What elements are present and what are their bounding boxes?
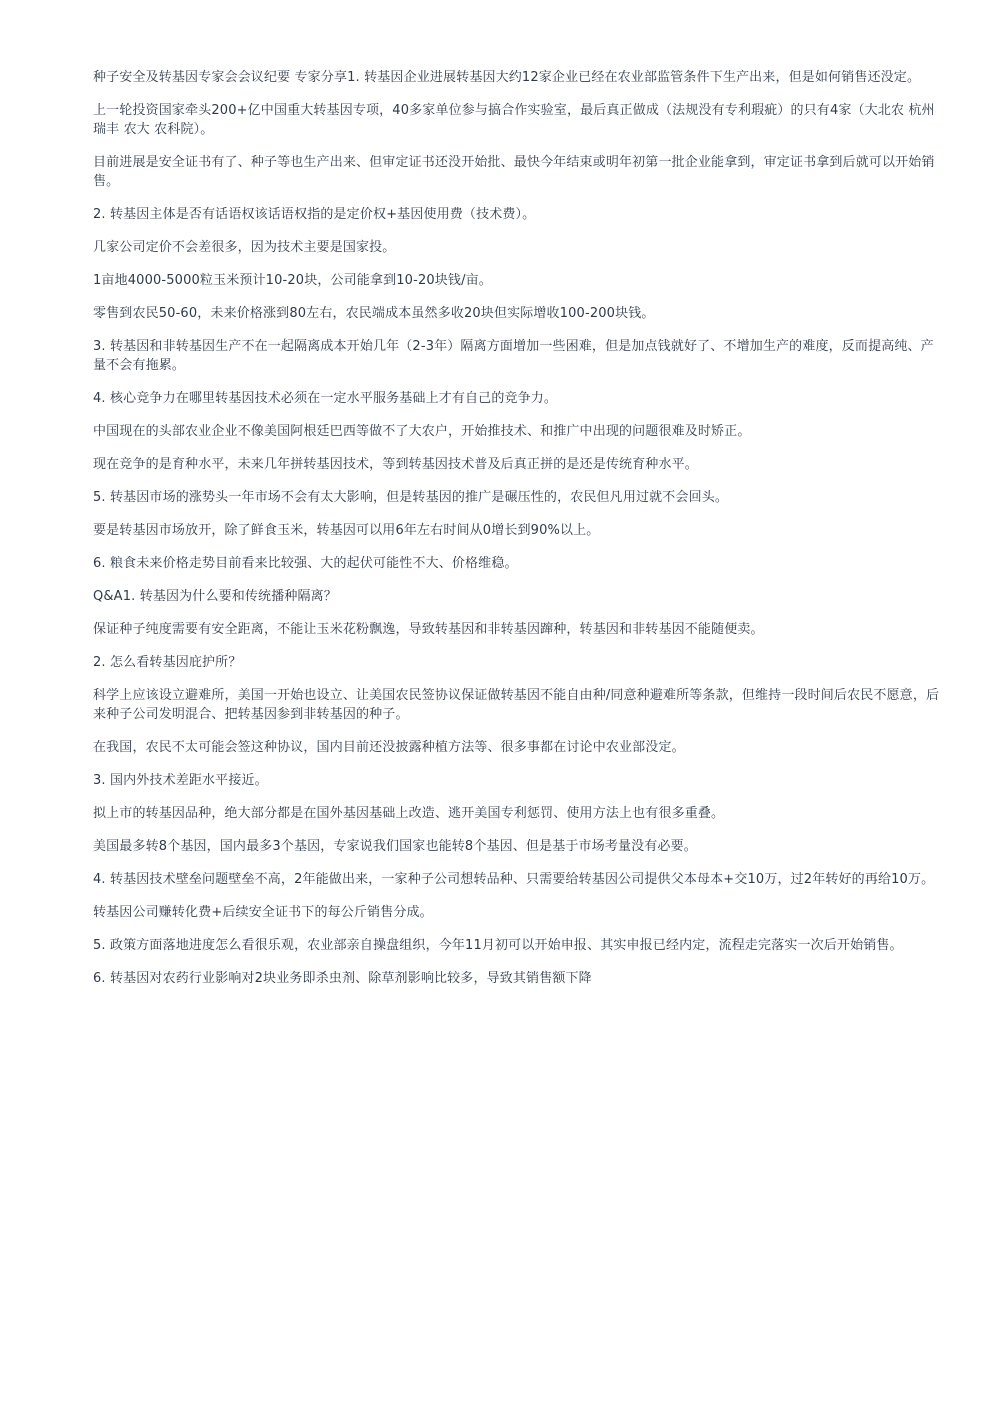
paragraph: 1亩地4000-5000粒玉米预计10-20块，公司能拿到10-20块钱/亩。 <box>93 273 492 288</box>
paragraph-point-5: 5. 转基因市场的涨势头一年市场不会有太大影响，但是转基因的推广是碾压性的，农民但凡用过就不会回头。 <box>93 490 729 505</box>
paragraph: 在我国，农民不太可能会签这种协议，国内目前还没披露种植方法等、很多事都在讨论中农业部没定。 <box>93 740 685 755</box>
paragraph-qa-3: 3. 国内外技术差距水平接近。 <box>93 773 268 788</box>
paragraph: 中国现在的头部农业企业不像美国阿根廷巴西等做不了大农户，开始推技术、和推广中出现的问题很难及时矫正。 <box>93 424 751 439</box>
paragraph: 美国最多转8个基因，国内最多3个基因，专家说我们国家也能转8个基因、但是基于市场考量没有必要。 <box>93 839 697 854</box>
paragraph: 科学上应该设立避难所，美国一开始也设立、让美国农民签协议保证做转基因不能自由种/同意种避难所等条款，但维持一段时间后农民不愿意，后来种子公司发明混合、把转基因参到非转基因的种子。 <box>93 688 940 722</box>
paragraph: 要是转基因市场放开，除了鲜食玉米，转基因可以用6年左右时间从0增长到90%以上。 <box>93 523 600 538</box>
paragraph: 目前进展是安全证书有了、种子等也生产出来、但审定证书还没开始批、最快今年结束或明年初第一批企业能拿到，审定证书拿到后就可以开始销售。 <box>93 155 935 189</box>
paragraph-point-2: 2. 转基因主体是否有话语权该话语权指的是定价权+基因使用费（技术费）。 <box>93 207 536 222</box>
paragraph-point-6: 6. 粮食未来价格走势目前看来比较强、大的起伏可能性不大、价格维稳。 <box>93 556 518 571</box>
paragraph-point-3: 3. 转基因和非转基因生产不在一起隔离成本开始几年（2-3年）隔离方面增加一些困难，但是加点钱就好了、不增加生产的难度，反而提高纯、产量不会有拖累。 <box>93 339 934 373</box>
paragraph: 现在竞争的是育种水平，未来几年拼转基因技术，等到转基因技术普及后真正拼的是还是传统育种水平。 <box>93 457 698 472</box>
paragraph: 零售到农民50-60，未来价格涨到80左右，农民端成本虽然多收20块但实际增收100-200块钱。 <box>93 306 655 321</box>
paragraph-qa-2: 2. 怎么看转基因庇护所？ <box>93 655 242 670</box>
paragraph: 转基因公司赚转化费+后续安全证书下的每公斤销售分成。 <box>93 905 433 920</box>
paragraph: 拟上市的转基因品种，绝大部分都是在国外基因基础上改造、逃开美国专利惩罚、使用方法上也有很多重叠。 <box>93 806 725 821</box>
paragraph: 几家公司定价不会差很多，因为技术主要是国家投。 <box>93 240 396 255</box>
paragraph-qa-5: 5. 政策方面落地进度怎么看很乐观，农业部亲自操盘组织，今年11月初可以开始申报、其实申报已经内定，流程走完落实一次后开始销售。 <box>93 938 903 953</box>
paragraph-qa-4: 4. 转基因技术壁垒问题壁垒不高，2年能做出来，一家种子公司想转品种、只需要给转基因公司提供父本母本+交10万，过2年转好的再给10万。 <box>93 872 935 887</box>
paragraph-qa-6: 6. 转基因对农药行业影响对2块业务即杀虫剂、除草剂影响比较多，导致其销售额下降 <box>93 971 592 986</box>
document-body <box>93 68 943 1002</box>
paragraph: 上一轮投资国家牵头200+亿中国重大转基因专项，40多家单位参与搞合作实验室，最后真正做成（法规没有专利瑕疵）的只有4家（大北农 杭州瑞丰 农大 农科院）。 <box>93 103 935 137</box>
paragraph-point-4: 4. 核心竞争力在哪里转基因技术必须在一定水平服务基础上才有自己的竞争力。 <box>93 391 558 406</box>
paragraph: 保证种子纯度需要有安全距离，不能让玉米花粉飘逸，导致转基因和非转基因蹿种，转基因和非转基因不能随便卖。 <box>93 622 764 637</box>
paragraph-qa-heading: Q&A1. 转基因为什么要和传统播种隔离？ <box>93 589 337 604</box>
paragraph-title-expert-sharing: 种子安全及转基因专家会会议纪要 专家分享1. 转基因企业进展转基因大约12家企业已经在农业部监管条件下生产出来，但是如何销售还没定。 <box>93 70 921 85</box>
